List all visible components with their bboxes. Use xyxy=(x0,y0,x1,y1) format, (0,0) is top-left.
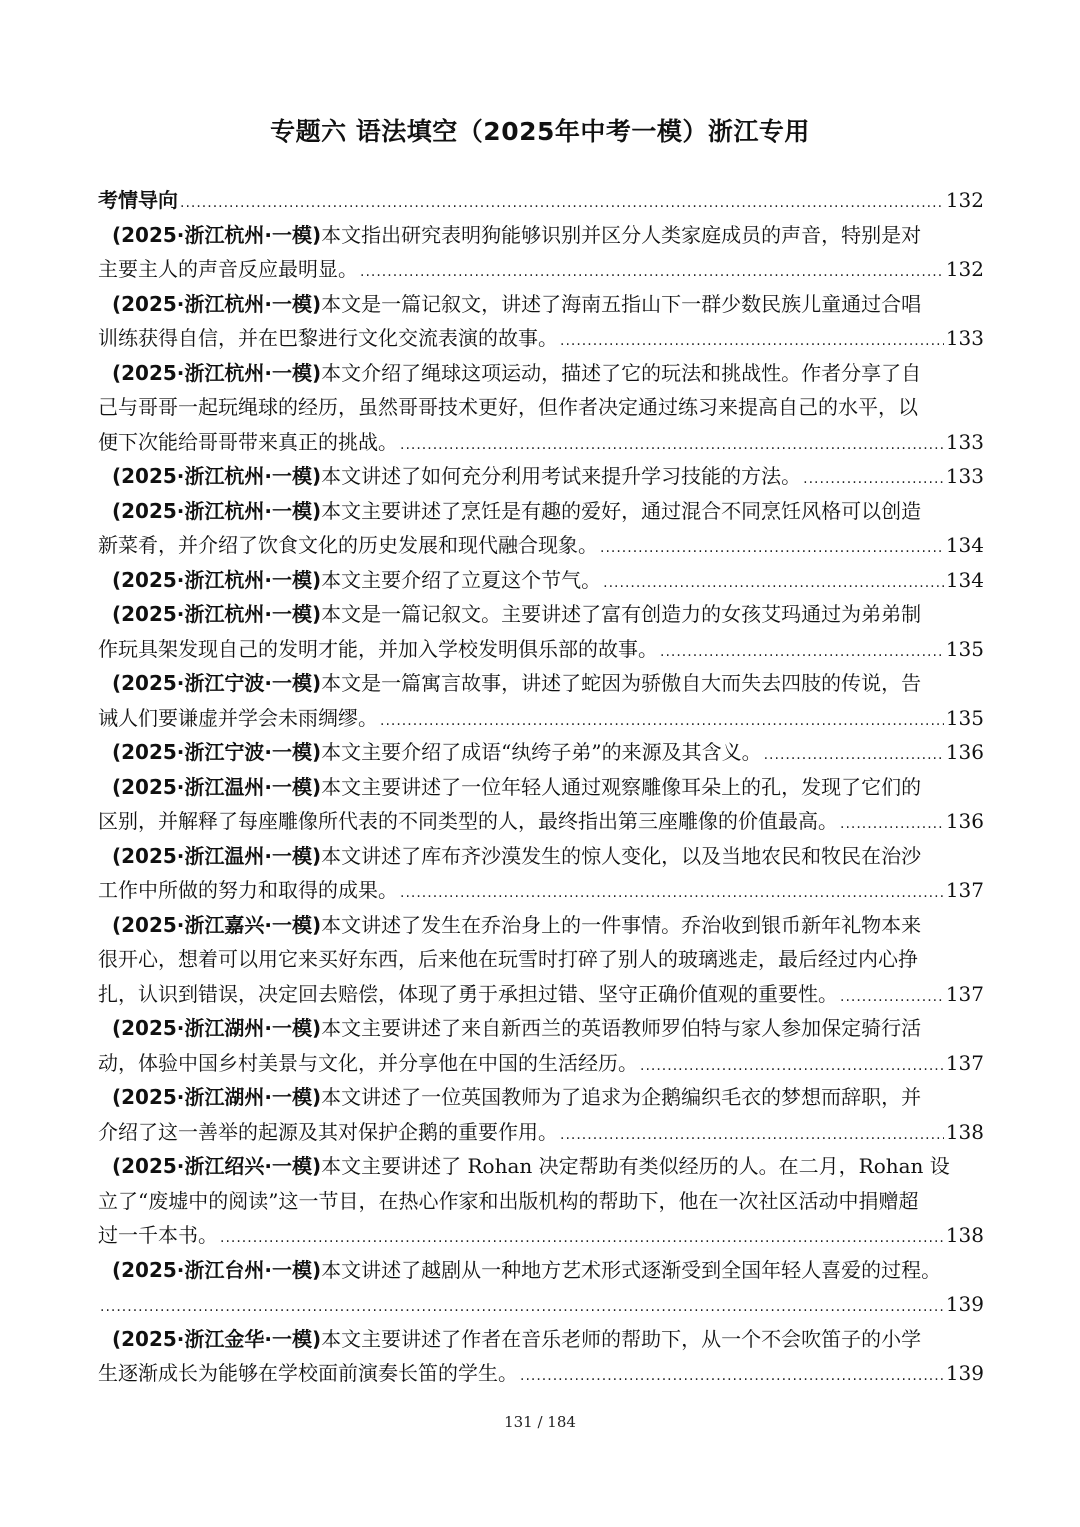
toc-entry-source: (2025·浙江杭州·一模) xyxy=(112,464,322,488)
toc-entry-continuation xyxy=(98,804,984,839)
dot-leader xyxy=(100,1290,944,1322)
toc-entry-text: 新菜肴，并介绍了饮食文化的历史发展和现代融合现象。 xyxy=(98,533,598,557)
toc-page-number: 132 xyxy=(945,188,984,212)
toc-entry-text: 便下次能给哥哥带来真正的挑战。 xyxy=(98,429,398,454)
dot-leader xyxy=(560,1118,944,1150)
dot-leader xyxy=(400,428,944,460)
toc-entry-text: 生逐渐成长为能够在学校面前演奏长笛的学生。 xyxy=(98,1361,518,1385)
dot-leader xyxy=(180,186,944,218)
toc-entry-text: 动，体验中国乡村美景与文化，并分享他在中国的生活经历。 xyxy=(98,1050,638,1075)
toc-entry-source: (2025·浙江杭州·一模) xyxy=(112,498,322,523)
toc-entry-text: 介绍了这一善举的起源及其对保护企鹅的重要作用。 xyxy=(98,1119,558,1144)
toc-entry-text: 本文是一篇寓言故事，讲述了蛇因为骄傲自大而失去四肢的传说，告 xyxy=(321,671,922,695)
toc-entry-continuation xyxy=(98,942,984,977)
toc-entry[interactable] xyxy=(98,356,984,391)
toc-page-number: 137 xyxy=(945,878,984,902)
toc-entry[interactable] xyxy=(98,287,984,322)
dot-leader xyxy=(560,324,944,356)
toc-entry-continuation xyxy=(98,1287,984,1322)
toc-entry-text: 扎，认识到错误，决定回去赔偿，体现了勇于承担过错、坚守正确价值观的重要性。 xyxy=(98,981,838,1006)
dot-leader xyxy=(640,1049,944,1081)
toc-entry-continuation xyxy=(98,425,984,460)
toc-entry-text: 本文讲述了越剧从一种地方艺术形式逐渐受到全国年轻人喜爱的过程。 xyxy=(321,1257,942,1282)
toc-entry[interactable] xyxy=(98,563,984,598)
toc-entry-continuation xyxy=(98,1218,984,1253)
toc-entry-continuation xyxy=(98,321,984,356)
toc-page-number: 139 xyxy=(945,1292,984,1316)
toc-entry-text: 很开心，想着可以用它来买好东西，后来他在玩雪时打碎了别人的玻璃逃走，最后经过内心挣 xyxy=(98,947,918,971)
toc-entry-text: 本文指出研究表明狗能够识别并区分人类家庭成员的声音，特别是对 xyxy=(321,222,922,247)
dot-leader xyxy=(380,704,944,736)
toc-entry[interactable] xyxy=(98,1322,984,1357)
toc-entry-text: 工作中所做的努力和取得的成果。 xyxy=(98,878,398,902)
toc-entry-text: 本文主要介绍了成语“纨绔子弟”的来源及其含义。 xyxy=(321,740,762,764)
toc-page-number: 134 xyxy=(945,533,984,557)
toc-entry-source: (2025·浙江杭州·一模) xyxy=(112,291,322,316)
toc-entry-continuation xyxy=(98,390,984,425)
toc-entry-continuation xyxy=(98,977,984,1012)
toc-entry[interactable] xyxy=(98,1253,984,1288)
toc-entry-continuation xyxy=(98,528,984,563)
toc-entry[interactable] xyxy=(98,839,984,874)
dot-leader xyxy=(360,255,944,287)
toc-entry-source: (2025·浙江嘉兴·一模) xyxy=(112,912,322,937)
toc-entry-text: 本文主要讲述了烹饪是有趣的爱好，通过混合不同烹饪风格可以创造 xyxy=(321,498,922,523)
toc-entry-text: 本文介绍了绳球这项运动，描述了它的玩法和挑战性。作者分享了自 xyxy=(321,360,922,385)
toc-entry-text: 本文主要讲述了 Rohan 决定帮助有类似经历的人。在二月，Rohan 设 xyxy=(321,1154,950,1178)
dot-leader xyxy=(660,635,944,667)
toc-page-number: 137 xyxy=(945,981,984,1006)
dot-leader xyxy=(520,1359,944,1391)
toc-entry-text: 本文主要讲述了一位年轻人通过观察雕像耳朵上的孔，发现了它们的 xyxy=(321,774,922,799)
dot-leader xyxy=(603,566,944,598)
toc-entry-text: 训练获得自信，并在巴黎进行文化交流表演的故事。 xyxy=(98,326,558,350)
table-of-contents xyxy=(98,183,984,1391)
toc-entry-continuation xyxy=(98,632,984,667)
toc-entry-text: 过一千本书。 xyxy=(98,1223,218,1247)
toc-page-number: 133 xyxy=(945,326,984,350)
dot-leader xyxy=(803,462,944,494)
toc-entry[interactable] xyxy=(98,218,984,253)
toc-entry-text: 本文是一篇记叙文，讲述了海南五指山下一群少数民族儿童通过合唱 xyxy=(321,291,922,316)
toc-entry-text: 本文主要讲述了作者在音乐老师的帮助下，从一个不会吹笛子的小学 xyxy=(321,1326,922,1351)
toc-entry-source: (2025·浙江杭州·一模) xyxy=(112,602,322,626)
toc-entry-text: 本文主要介绍了立夏这个节气。 xyxy=(321,567,602,592)
toc-heading-text: 考情导向 xyxy=(98,188,178,212)
toc-entry[interactable] xyxy=(98,666,984,701)
toc-entry-source: (2025·浙江金华·一模) xyxy=(112,1326,322,1351)
dot-leader xyxy=(840,807,944,839)
toc-page-number: 133 xyxy=(945,464,984,488)
toc-entry-text: 本文主要讲述了来自新西兰的英语教师罗伯特与家人参加保定骑行活 xyxy=(321,1016,922,1040)
toc-entry-source: (2025·浙江绍兴·一模) xyxy=(112,1154,322,1178)
toc-entry[interactable] xyxy=(98,735,984,770)
toc-page-number: 137 xyxy=(945,1050,984,1075)
toc-entry-text: 立了“废墟中的阅读”这一节目，在热心作家和出版机构的帮助下，他在一次社区活动中捐赠超 xyxy=(98,1188,919,1213)
toc-entry-text: 本文讲述了库布齐沙漠发生的惊人变化，以及当地农民和牧民在治沙 xyxy=(321,843,922,868)
toc-entry[interactable] xyxy=(98,1149,984,1184)
dot-leader xyxy=(840,980,944,1012)
toc-entry-text: 本文讲述了一位英国教师为了追求为企鹅编织毛衣的梦想而辞职，并 xyxy=(321,1085,922,1109)
toc-entry-continuation xyxy=(98,873,984,908)
toc-page-number: 138 xyxy=(945,1119,984,1144)
toc-entry-continuation xyxy=(98,252,984,287)
toc-entry-source: (2025·浙江温州·一模) xyxy=(112,774,322,799)
toc-entry-continuation xyxy=(98,1115,984,1150)
toc-page-number: 135 xyxy=(945,636,984,661)
toc-entry[interactable] xyxy=(98,597,984,632)
page-indicator: 131 / 184 xyxy=(504,1413,576,1431)
toc-entry-continuation xyxy=(98,1184,984,1219)
toc-entry-text: 作玩具架发现自己的发明才能，并加入学校发明俱乐部的故事。 xyxy=(98,636,658,661)
toc-entry-source: (2025·浙江杭州·一模) xyxy=(112,222,322,247)
toc-page-number: 139 xyxy=(945,1361,984,1385)
toc-entry-continuation xyxy=(98,1356,984,1391)
toc-entry-source: (2025·浙江杭州·一模) xyxy=(112,360,322,385)
toc-entry[interactable] xyxy=(98,459,984,494)
toc-entry[interactable] xyxy=(98,770,984,805)
toc-entry-continuation xyxy=(98,1046,984,1081)
toc-entry-source: (2025·浙江温州·一模) xyxy=(112,843,322,868)
toc-page-number: 136 xyxy=(945,809,984,833)
toc-entry-source: (2025·浙江湖州·一模) xyxy=(112,1085,322,1109)
toc-entry-source: (2025·浙江宁波·一模) xyxy=(112,740,322,764)
toc-entry-text: 本文是一篇记叙文。主要讲述了富有创造力的女孩艾玛通过为弟弟制 xyxy=(321,602,922,626)
toc-page-number: 132 xyxy=(945,257,984,281)
toc-page-number: 135 xyxy=(945,705,984,730)
page-title: 专题六 语法填空（2025年中考一模）浙江专用 xyxy=(270,117,810,146)
dot-leader xyxy=(600,531,944,563)
dot-leader xyxy=(764,738,944,770)
toc-page-number: 138 xyxy=(945,1223,984,1247)
toc-page-number: 136 xyxy=(945,740,984,764)
toc-entry-text: 区别，并解释了每座雕像所代表的不同类型的人，最终指出第三座雕像的价值最高。 xyxy=(98,809,838,833)
toc-entry-text: 己与哥哥一起玩绳球的经历，虽然哥哥技术更好，但作者决定通过练习来提高自己的水平，以 xyxy=(98,395,918,419)
dot-leader xyxy=(220,1221,944,1253)
toc-entry[interactable] xyxy=(98,1011,984,1046)
toc-entry-source: (2025·浙江台州·一模) xyxy=(112,1257,322,1282)
toc-entry-text: 本文讲述了如何充分利用考试来提升学习技能的方法。 xyxy=(321,464,802,488)
toc-entry-source: (2025·浙江湖州·一模) xyxy=(112,1016,322,1040)
toc-heading-row[interactable] xyxy=(98,183,984,218)
toc-entry-source: (2025·浙江宁波·一模) xyxy=(112,671,322,695)
toc-entry[interactable] xyxy=(98,1080,984,1115)
toc-entry-source: (2025·浙江杭州·一模) xyxy=(112,567,322,592)
toc-page-number: 134 xyxy=(945,567,984,592)
toc-page-number: 133 xyxy=(945,429,984,454)
toc-entry-text: 本文讲述了发生在乔治身上的一件事情。乔治收到银币新年礼物本来 xyxy=(321,912,922,937)
toc-entry-continuation xyxy=(98,701,984,736)
toc-entry[interactable] xyxy=(98,494,984,529)
toc-entry[interactable] xyxy=(98,908,984,943)
toc-entry-text: 主要主人的声音反应最明显。 xyxy=(98,257,358,281)
dot-leader xyxy=(400,876,944,908)
toc-entry-text: 诫人们要谦虚并学会未雨绸缪。 xyxy=(98,705,378,730)
